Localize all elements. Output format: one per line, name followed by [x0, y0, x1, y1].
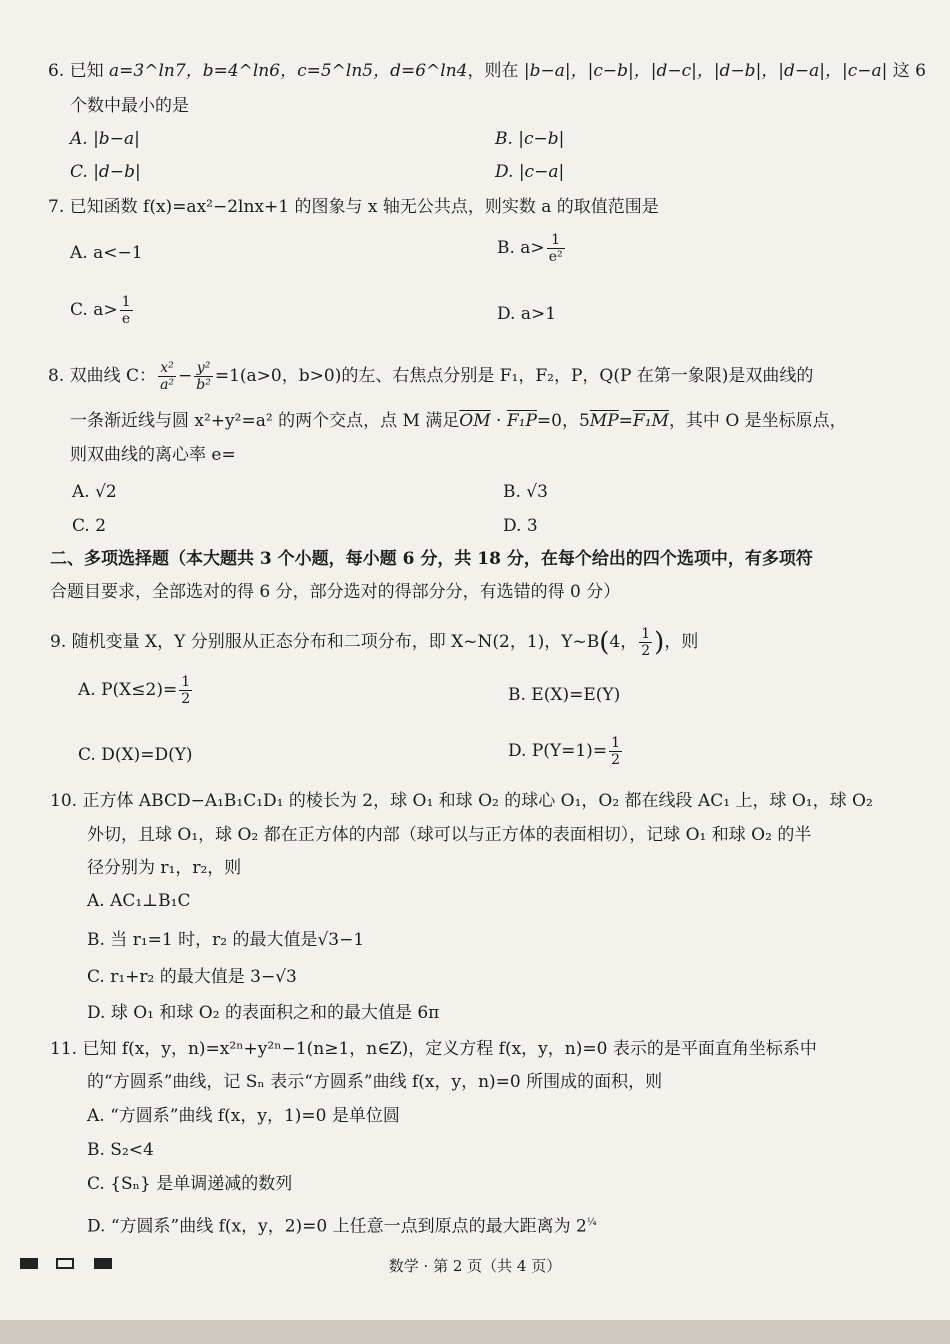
q7-b-fraction: $\frac{1}{\text{e²}}$ — [548, 232, 563, 265]
q9-fraction: $\frac{1}{2}$ — [641, 626, 651, 659]
q9-line1: 9. 随机变量 X，Y 分别服从正态分布和二项分布，即 X~N(2，1)，Y~B(4， $\frac{1}{2}$ )，则 — [50, 626, 699, 659]
q11-line1: 11. 已知 f(x，y，n)=x²ⁿ+y²ⁿ−1(n≥1，n∈Z)，定义方程 f(x，y，n)=0 表示的是平面直角坐标系中 — [50, 1039, 817, 1059]
q10-option-d: D. 球 O₁ 和球 O₂ 的表面积之和的最大值是 6π — [87, 1003, 440, 1023]
q8-option-a: A. √2 — [72, 482, 117, 502]
q8-option-b: B. √3 — [503, 482, 548, 502]
section-2-heading-line2: 合题目要求，全部选对的得 6 分，部分选对的得部分分，有选错的得 0 分） — [50, 582, 621, 602]
q11-option-b: B. S₂<4 — [87, 1140, 154, 1160]
q8-frac-y: $\frac{\text{y²}}{\text{b²}}$ — [196, 360, 211, 393]
q8-frac-x: $\frac{\text{x²}}{\text{a²}}$ — [160, 360, 175, 393]
q7-option-b: B. a> $\frac{1}{\text{e²}}$ — [497, 232, 563, 265]
q9-option-c: C. D(X)=D(Y) — [78, 745, 193, 765]
q7-text: 已知函数 f(x)=ax²−2lnx+1 的图象与 x 轴无公共点，则实数 a 的取值范围是 — [69, 197, 659, 217]
q10-option-c: C. r₁+r₂ 的最大值是 3−√3 — [87, 967, 297, 987]
q6-list: |b−a|，|c−b|，|d−c|，|d−b|，|d−a|，|c−a| — [523, 61, 888, 81]
q7-option-d: D. a>1 — [497, 304, 557, 324]
q6-line1 — [48, 60, 926, 82]
q11-option-d: D. “方圆系”曲线 f(x，y，2)=0 上任意一点到原点的最大距离为 $2^{\frac{1}{4}}$ — [87, 1216, 597, 1237]
page-footer: 数学 · 第 2 页（共 4 页） — [388, 1257, 562, 1275]
section-2-heading-line1: 二、多项选择题（本大题共 3 个小题，每小题 6 分，共 18 分，在每个给出的四个选项中，有多项符 — [50, 549, 813, 569]
q7-option-c: C. a> $\frac{1}{e}$ — [70, 294, 131, 327]
q7-number: 7. — [48, 197, 65, 217]
q6-option-b: B. |c−b| — [495, 129, 565, 149]
q9-number: 9. — [50, 632, 67, 652]
q8-vector-f1p: F₁P — [506, 411, 537, 431]
q6-option-d: D. |c−a| — [495, 162, 565, 182]
q11-number: 11. — [50, 1039, 78, 1059]
scan-bottom-edge — [0, 1320, 950, 1344]
q6-mid: ，则在 — [467, 61, 519, 81]
q8-option-c: C. 2 — [72, 516, 107, 536]
q9-option-d: D. P(Y=1)= $\frac{1}{2}$ — [508, 735, 620, 768]
q6-number: 6. — [48, 61, 65, 81]
q8-number: 8. — [48, 366, 65, 386]
q6-conditions: a=3^ln7，b=4^ln6，c=5^ln5，d=6^ln4 — [109, 61, 468, 81]
q11-option-c: C. {Sₙ} 是单调递减的数列 — [87, 1174, 293, 1194]
q10-line1: 10. 正方体 ABCD−A₁B₁C₁D₁ 的棱长为 2，球 O₁ 和球 O₂ 的球心 O₁，O₂ 都在线段 AC₁ 上，球 O₁，球 O₂ — [50, 791, 873, 811]
q8-vector-mp: $\overline{MP}$ — [589, 411, 619, 431]
q9-option-b: B. E(X)=E(Y) — [508, 685, 621, 705]
q7-option-a: A. a<−1 — [70, 243, 143, 263]
q6-pre: 已知 — [69, 61, 104, 81]
q10-option-b: B. 当 r₁=1 时，r₂ 的最大值是√3−1 — [87, 930, 365, 950]
q11-option-a: A. “方圆系”曲线 f(x，y，1)=0 是单位圆 — [87, 1106, 400, 1126]
q6-option-a: A. |b−a| — [70, 129, 140, 149]
q10-option-a: A. AC₁⊥B₁C — [87, 891, 191, 911]
q8-line3: 则双曲线的离心率 e= — [70, 445, 236, 465]
q8-option-d: D. 3 — [503, 516, 538, 536]
q7-line1 — [48, 196, 659, 218]
q7-c-fraction: $\frac{1}{e}$ — [121, 294, 131, 327]
q8-line2: 一条渐近线与圆 x²+y²=a² 的两个交点，点 M 满足$\overline{OM} \cdot F_1P=0$，$5\overline{MP}=F_1M$，其中 O 是坐标原点， — [70, 411, 847, 431]
q10-line3: 径分别为 r₁，r₂，则 — [87, 858, 242, 878]
q6-tail: 这 6 — [892, 61, 927, 81]
q6-option-c: C. |d−b| — [70, 162, 141, 182]
q11-line2: 的“方圆系”曲线，记 Sₙ 表示“方圆系”曲线 f(x，y，n)=0 所围成的面积，则 — [87, 1072, 663, 1092]
q8-vector-f1m: F₁M — [632, 411, 669, 431]
q10-number: 10. — [50, 791, 78, 811]
q8-line1: 8. 双曲线 C： $\frac{\text{x²}}{\text{a²}}$ − $\frac{\text{y²}}{\text{b²}}$ =1(a>0，b>0)的左、右焦点分别是 F₁，F₂，P，Q(P 在第一象限)是双曲线的 — [48, 360, 814, 393]
q6-line2: 个数中最小的是 — [70, 96, 189, 116]
q10-line2: 外切，且球 O₁，球 O₂ 都在正方体的内部（球可以与正方体的表面相切），记球 O₁ 和球 O₂ 的半 — [87, 825, 812, 845]
q9-option-a: A. P(X≤2)= $\frac{1}{2}$ — [78, 674, 191, 707]
q8-vector-om: $\overline{OM}$ — [459, 411, 491, 431]
